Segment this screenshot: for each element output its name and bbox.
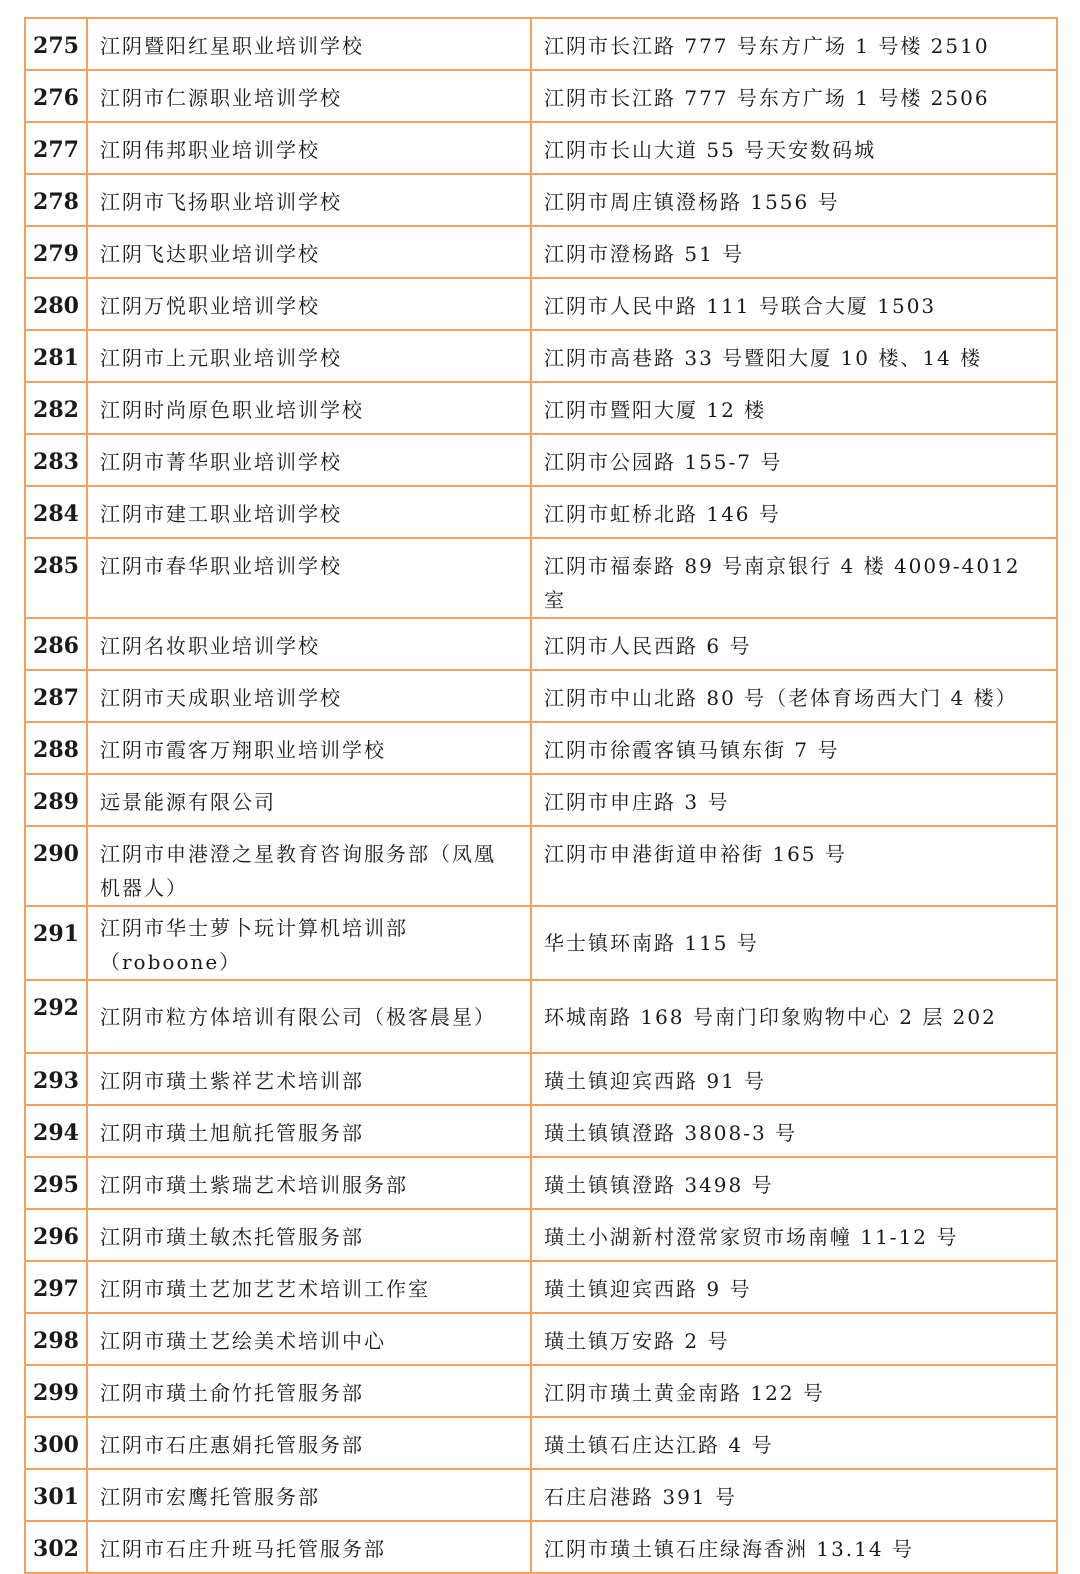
address-cell [531,122,1057,174]
institution-name: 江阴市璜土紫祥艺术培训部 [100,1069,364,1093]
row-number-cell [25,1469,87,1521]
institution-name: 江阴市春华职业培训学校 [100,554,342,578]
institution-name-cell [87,330,531,382]
address-cell [531,826,1057,906]
institution-name: 远景能源有限公司 [100,790,276,814]
row-number: 280 [33,293,79,319]
row-number: 298 [33,1328,79,1354]
address-cell [531,434,1057,486]
row-number-cell [25,174,87,226]
address-cell [531,906,1057,980]
address-cell [531,226,1057,278]
row-number-cell [25,1053,87,1105]
address-cell [531,70,1057,122]
row-number: 299 [33,1380,79,1406]
address-cell [531,1365,1057,1417]
table-row [25,278,1057,330]
address: 璜土镇镇澄路 3498 号 [544,1173,774,1197]
row-number: 294 [33,1120,79,1146]
address: 江阴市徐霞客镇马镇东街 7 号 [544,738,840,762]
address-cell [531,1261,1057,1313]
institution-name: 江阴时尚原色职业培训学校 [100,398,364,422]
address: 江阴市长江路 777 号东方广场 1 号楼 2510 [544,34,990,58]
table-row [25,906,1057,980]
institution-name: 江阴市璜土紫瑞艺术培训服务部 [100,1173,408,1197]
institution-table [24,17,1058,1574]
institution-name-cell [87,434,531,486]
institution-name: 江阴暨阳红星职业培训学校 [100,34,364,58]
row-number: 278 [33,189,79,215]
address-cell [531,330,1057,382]
institution-name-cell [87,70,531,122]
address: 璜土镇镇澄路 3808-3 号 [544,1121,798,1145]
table-row [25,70,1057,122]
row-number: 302 [33,1536,79,1562]
institution-name-cell [87,538,531,618]
table-row [25,1469,1057,1521]
address-cell [531,980,1057,1053]
row-number-cell [25,670,87,722]
table-row [25,122,1057,174]
row-number-cell [25,486,87,538]
table-row [25,722,1057,774]
table-row [25,434,1057,486]
address: 江阴市高巷路 33 号暨阳大厦 10 楼、14 楼 [544,346,983,370]
row-number: 281 [33,345,79,371]
address-cell [531,1053,1057,1105]
institution-name-cell [87,1521,531,1573]
institution-name-cell [87,278,531,330]
row-number-cell [25,1209,87,1261]
institution-name-cell [87,1157,531,1209]
row-number: 297 [33,1276,79,1302]
address: 环城南路 168 号南门印象购物中心 2 层 202 [544,1004,997,1029]
address-cell [531,278,1057,330]
institution-name: 江阴市石庄升班马托管服务部 [100,1537,386,1561]
table-row [25,1521,1057,1573]
address-cell [531,18,1057,70]
address-cell [531,774,1057,826]
institution-name-line: 江阴市申港澄之星教育咨询服务部（凤凰 [100,842,496,866]
institution-name: 江阴市粒方体培训有限公司（极客晨星） [100,1004,496,1029]
address-cell [531,486,1057,538]
table-row [25,774,1057,826]
address: 江阴市人民西路 6 号 [544,634,752,658]
row-number-cell [25,434,87,486]
institution-name: 江阴市璜土敏杰托管服务部 [100,1225,364,1249]
address: 璜土小湖新村澄常家贸市场南幢 11-12 号 [544,1225,959,1249]
institution-name-line: 江阴市华士萝卜玩计算机培训部 [100,916,408,940]
row-number: 288 [33,737,79,763]
row-number: 300 [33,1432,79,1458]
address: 江阴市中山北路 80 号（老体育场西大门 4 楼） [544,686,1018,710]
table-row [25,330,1057,382]
institution-name-cell [87,670,531,722]
table-row [25,486,1057,538]
address-cell [531,1469,1057,1521]
address: 江阴市申庄路 3 号 [544,790,730,814]
institution-name: 江阴市璜土艺绘美术培训中心 [100,1329,386,1353]
address: 江阴市长山大道 55 号天安数码城 [544,138,877,162]
address: 江阴市福泰路 89 号南京银行 4 楼 4009-4012 室 [544,554,1021,612]
row-number-cell [25,538,87,618]
address-cell [531,382,1057,434]
institution-name: 江阴市建工职业培训学校 [100,502,342,526]
institution-name: 江阴市天成职业培训学校 [100,686,342,710]
row-number-cell [25,1521,87,1573]
institution-name-cell [87,1053,531,1105]
table-row [25,1053,1057,1105]
institution-name: 江阴市霞客万翔职业培训学校 [100,738,386,762]
table-row [25,670,1057,722]
address: 江阴市暨阳大厦 12 楼 [544,398,767,422]
institution-name-cell [87,722,531,774]
address-cell [531,538,1057,618]
address: 璜土镇迎宾西路 9 号 [544,1277,752,1301]
table-row [25,1209,1057,1261]
institution-name-cell [87,122,531,174]
institution-name-cell [87,906,531,980]
row-number: 292 [33,995,79,1021]
row-number: 293 [33,1068,79,1094]
institution-name: 江阴万悦职业培训学校 [100,294,320,318]
address-cell [531,722,1057,774]
table-row [25,538,1057,618]
row-number-cell [25,826,87,906]
institution-name-cell [87,1365,531,1417]
address: 华士镇环南路 115 号 [544,931,759,955]
institution-name-cell [87,1417,531,1469]
address-cell [531,174,1057,226]
row-number-cell [25,382,87,434]
row-number: 279 [33,241,79,267]
row-number: 301 [33,1484,79,1510]
institution-name-cell [87,1105,531,1157]
address: 江阴市璜土镇石庄绿海香洲 13.14 号 [544,1537,914,1561]
institution-name: 江阴市璜土旭航托管服务部 [100,1121,364,1145]
row-number-cell [25,1313,87,1365]
address: 璜土镇石庄达江路 4 号 [544,1433,774,1457]
row-number: 291 [33,921,79,947]
table-row [25,1365,1057,1417]
table-row [25,980,1057,1053]
institution-name-cell [87,1313,531,1365]
institution-name-cell [87,826,531,906]
institution-name-cell [87,382,531,434]
row-number-cell [25,980,87,1053]
address-cell [531,1313,1057,1365]
table-row [25,1261,1057,1313]
row-number-cell [25,330,87,382]
address-cell [531,1521,1057,1573]
institution-name: 江阴伟邦职业培训学校 [100,138,320,162]
row-number: 296 [33,1224,79,1250]
table-row [25,618,1057,670]
institution-name-line: （roboone） [100,950,242,974]
institution-name-cell [87,18,531,70]
address: 江阴市璜土黄金南路 122 号 [544,1381,825,1405]
institution-name-cell [87,1261,531,1313]
row-number: 295 [33,1172,79,1198]
address-cell [531,1105,1057,1157]
table-row [25,18,1057,70]
row-number-cell [25,1365,87,1417]
address: 江阴市虹桥北路 146 号 [544,502,781,526]
row-number-cell [25,18,87,70]
address: 璜土镇迎宾西路 91 号 [544,1069,767,1093]
row-number: 276 [33,85,79,111]
table-row [25,226,1057,278]
table-row [25,1417,1057,1469]
address-cell [531,1209,1057,1261]
row-number-cell [25,618,87,670]
row-number: 282 [33,397,79,423]
institution-name-cell [87,486,531,538]
address-cell [531,670,1057,722]
table-row [25,1105,1057,1157]
address: 江阴市申港街道申裕街 165 号 [544,842,847,866]
row-number-cell [25,122,87,174]
institution-name-cell [87,618,531,670]
institution-name-line: 机器人） [100,876,188,900]
institution-name: 江阴市飞扬职业培训学校 [100,190,342,214]
institution-name: 江阴市上元职业培训学校 [100,346,342,370]
row-number: 284 [33,501,79,527]
row-number-cell [25,226,87,278]
institution-name-cell [87,226,531,278]
institution-name: 江阴市宏鹰托管服务部 [100,1485,320,1509]
table-row [25,1157,1057,1209]
address: 江阴市长江路 777 号东方广场 1 号楼 2506 [544,86,990,110]
institution-name-cell [87,980,531,1053]
institution-name-cell [87,174,531,226]
row-number: 290 [33,841,79,867]
row-number-cell [25,278,87,330]
table-row [25,1313,1057,1365]
address: 璜土镇万安路 2 号 [544,1329,730,1353]
table-row [25,174,1057,226]
institution-name-cell [87,1209,531,1261]
row-number: 285 [33,553,79,579]
row-number-cell [25,1157,87,1209]
table-body [25,18,1057,1573]
row-number-cell [25,70,87,122]
address-cell [531,1417,1057,1469]
institution-name: 江阴市菁华职业培训学校 [100,450,342,474]
institution-name [88,827,530,905]
institution-name: 江阴市石庄惠娟托管服务部 [100,1433,364,1457]
institution-name [88,907,530,979]
table-row [25,826,1057,906]
row-number: 283 [33,449,79,475]
row-number-cell [25,1105,87,1157]
institution-name-cell [87,774,531,826]
address-cell [531,1157,1057,1209]
row-number-cell [25,722,87,774]
table-row [25,382,1057,434]
institution-name: 江阴名妆职业培训学校 [100,634,320,658]
row-number-cell [25,906,87,980]
row-number: 289 [33,789,79,815]
address: 江阴市澄杨路 51 号 [544,242,745,266]
row-number: 287 [33,685,79,711]
row-number-cell [25,1417,87,1469]
institution-name-cell [87,1469,531,1521]
institution-name: 江阴飞达职业培训学校 [100,242,320,266]
institution-name: 江阴市璜土俞竹托管服务部 [100,1381,364,1405]
address: 石庄启港路 391 号 [544,1485,737,1509]
address-cell [531,618,1057,670]
institution-name: 江阴市璜土艺加艺艺术培训工作室 [100,1277,430,1301]
address: 江阴市公园路 155-7 号 [544,450,783,474]
row-number: 286 [33,633,79,659]
row-number: 277 [33,137,79,163]
institution-name: 江阴市仁源职业培训学校 [100,86,342,110]
address: 江阴市周庄镇澄杨路 1556 号 [544,190,840,214]
address: 江阴市人民中路 111 号联合大厦 1503 [544,294,937,318]
row-number-cell [25,774,87,826]
row-number-cell [25,1261,87,1313]
row-number: 275 [33,33,79,59]
